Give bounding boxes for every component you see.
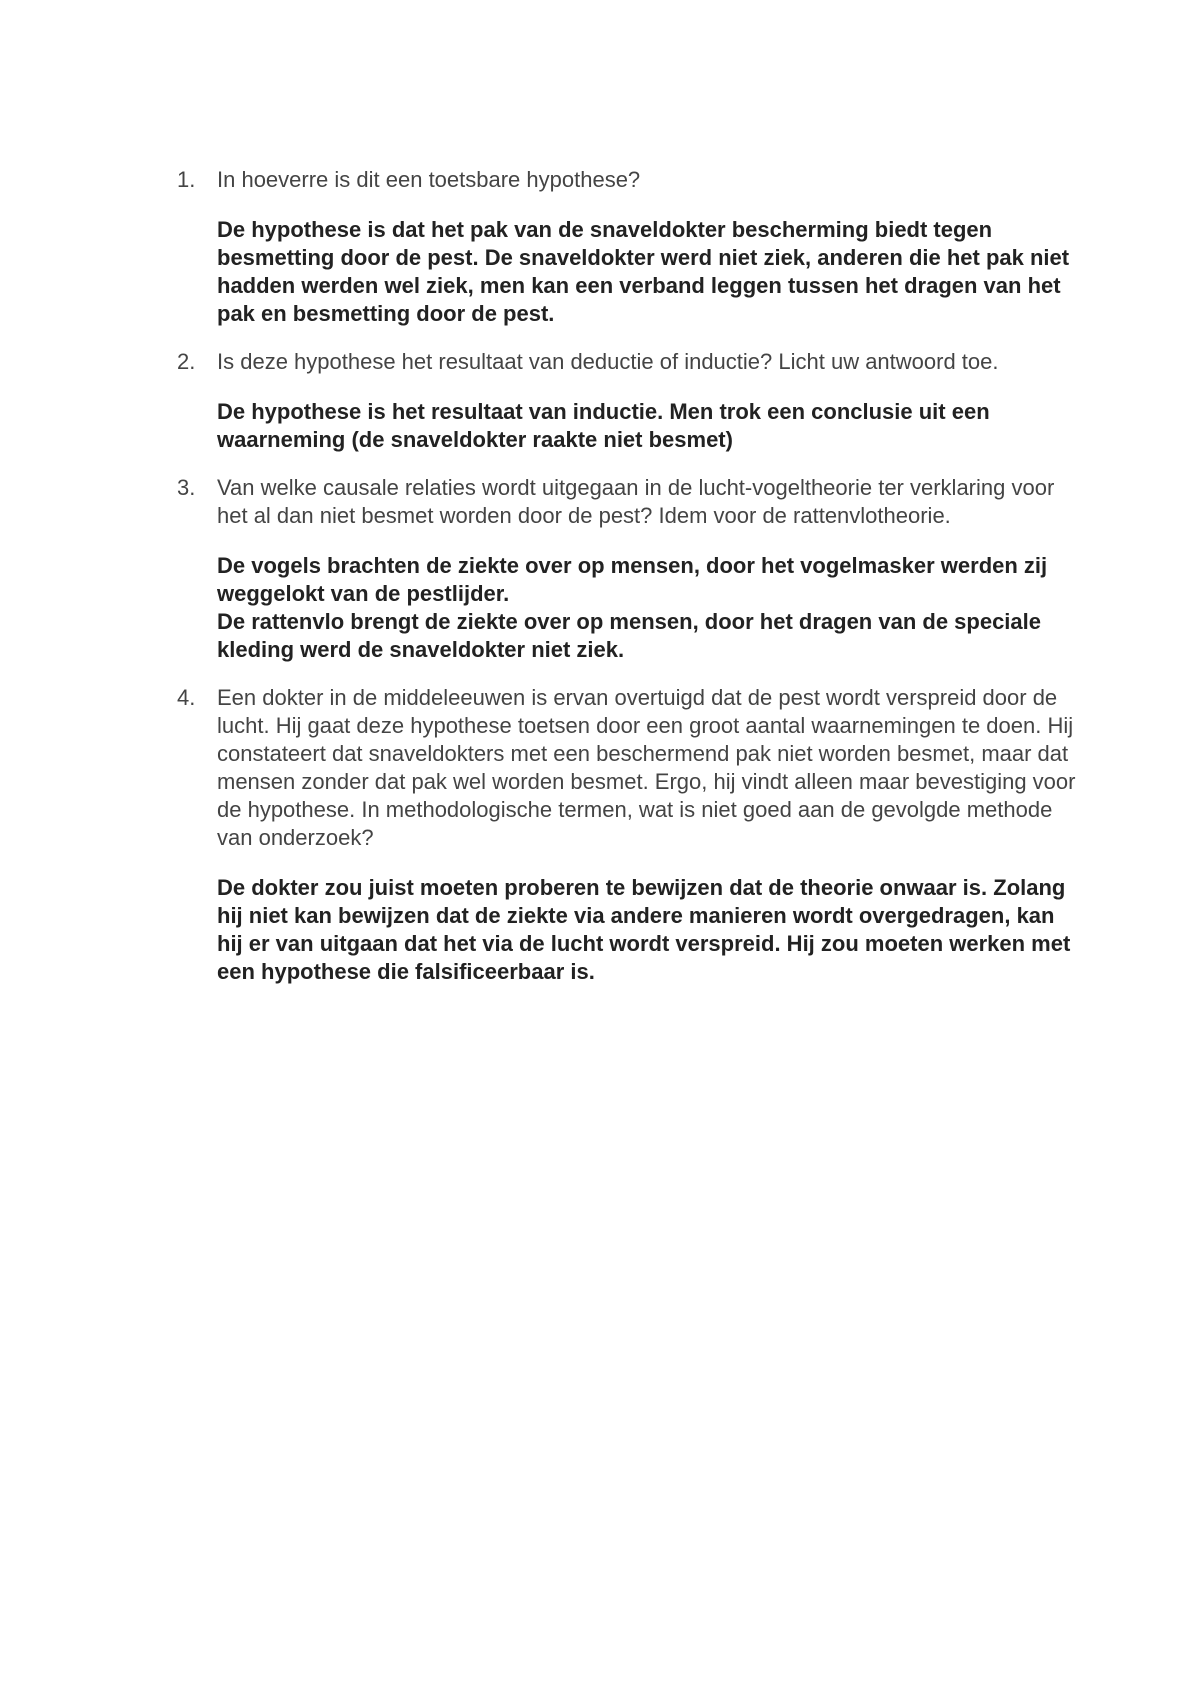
answer-line: De dokter zou juist moeten proberen te bewijzen dat de theorie onwaar is. Zolang hij niet kan bewijzen dat de ziekte via andere manieren wordt overgedragen, kan hij er van uitgaan dat het via de lucht wordt verspreid. Hij zou moeten werken met een hypothese die falsificeerbaar is. xyxy=(217,875,1071,984)
answer-line: De rattenvlo brengt de ziekte over op mensen, door het dragen van de speciale kleding werd de snaveldokter niet ziek. xyxy=(217,609,1042,662)
question-text: Een dokter in de middeleeuwen is ervan overtuigd dat de pest wordt verspreid door de lucht. Hij gaat deze hypothese toetsen door een groot aantal waarnemingen te doen. Hij constateert dat snaveldokters met een beschermend pak niet worden besmet, maar dat mensen zonder dat pak wel worden besmet. Ergo, hij vindt alleen maar bevestiging voor de hypothese. In methodologische termen, wat is niet goed aan de gevolgde methode van onderzoek? xyxy=(217,685,1076,850)
question-number: 2. xyxy=(177,349,196,374)
question-number: 4. xyxy=(177,685,196,710)
question-item-2 xyxy=(177,348,1077,454)
answer-text xyxy=(217,398,1077,454)
question-text: Van welke causale relaties wordt uitgegaan in de lucht-vogeltheorie ter verklaring voor het al dan niet besmet worden door de pest? Idem voor de rattenvlotheorie. xyxy=(217,475,1055,528)
question-number: 1. xyxy=(177,167,196,192)
question-item-1 xyxy=(177,166,1077,328)
answer-text xyxy=(217,874,1077,986)
answer-text xyxy=(217,216,1077,328)
question-text: In hoeverre is dit een toetsbare hypothese? xyxy=(217,167,641,192)
question-item-4 xyxy=(177,684,1077,986)
answer-text xyxy=(217,552,1077,664)
question-list xyxy=(177,166,1077,1006)
answer-line: De vogels brachten de ziekte over op mensen, door het vogelmasker werden zij weggelokt van de pestlijder. xyxy=(217,553,1048,606)
question-number: 3. xyxy=(177,475,196,500)
question-item-3 xyxy=(177,474,1077,664)
answer-line: De hypothese is het resultaat van inductie. Men trok een conclusie uit een waarneming (de snaveldokter raakte niet besmet) xyxy=(217,399,990,452)
answer-line: De hypothese is dat het pak van de snaveldokter bescherming biedt tegen besmetting door de pest. De snaveldokter werd niet ziek, anderen die het pak niet hadden werden wel ziek, men kan een verband leggen tussen het dragen van het pak en besmetting door de pest. xyxy=(217,217,1070,326)
question-text: Is deze hypothese het resultaat van deductie of inductie? Licht uw antwoord toe. xyxy=(217,349,999,374)
